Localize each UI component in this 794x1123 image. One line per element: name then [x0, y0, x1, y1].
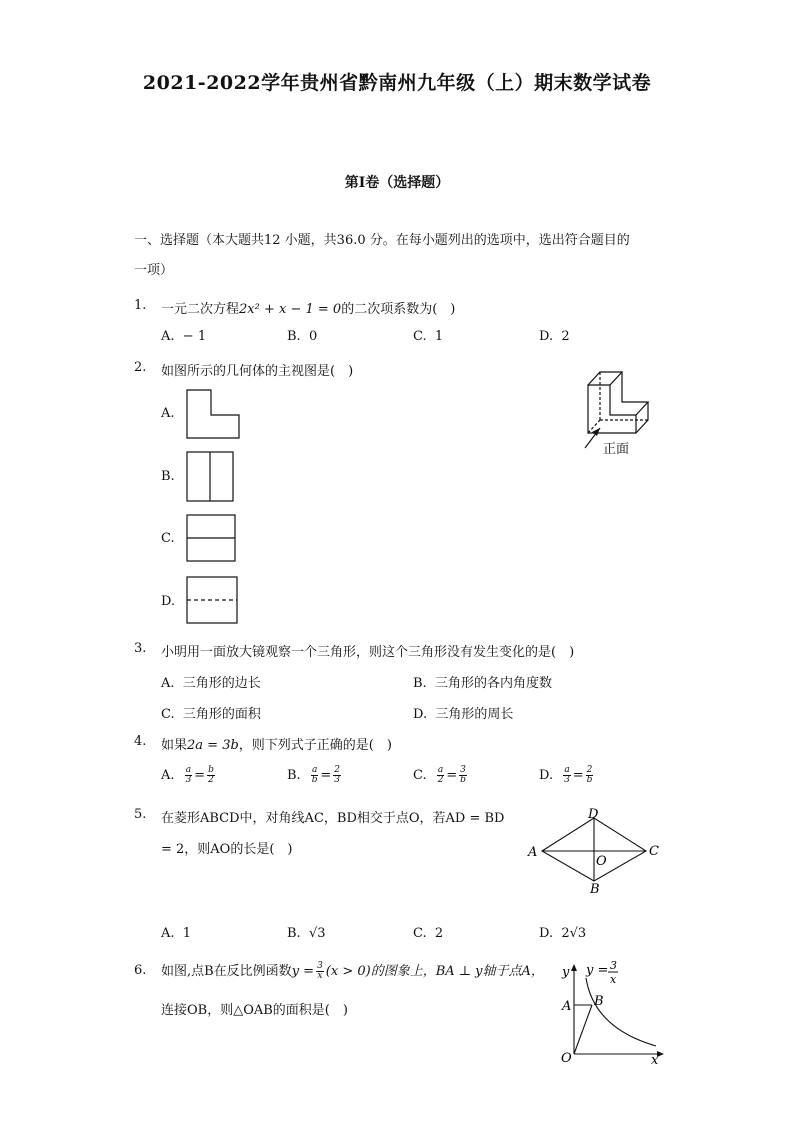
question-number: 6.: [134, 963, 147, 978]
question-text-line1: 如图,点B在反比例函数y = $\frac{3}{x}$ (x > 0)的图象上，BA ⊥ y轴于点A，: [161, 961, 544, 981]
figure-label: 正面: [603, 442, 630, 457]
option-b[interactable]: B. 0: [287, 329, 318, 344]
point-o-label: O: [596, 854, 607, 869]
option-c[interactable]: C. 三角形的面积: [161, 707, 261, 722]
question-number: 3.: [134, 641, 147, 656]
point-c-label: C: [649, 844, 659, 859]
section-heading-line2: 一项）: [134, 263, 174, 278]
option-d[interactable]: D. $\frac{a}{3}$ = $\frac{2}{b}$: [539, 765, 593, 785]
option-c[interactable]: C. 2: [413, 926, 444, 941]
page-title: 2021-2022学年贵州省黔南州九年级（上）期末数学试卷: [142, 72, 652, 94]
x-axis-label: x: [651, 1053, 659, 1066]
question-text: 如图所示的几何体的主视图是( ): [161, 364, 354, 379]
question-text-line2: 连接OB，则△OAB的面积是( ): [161, 1003, 348, 1018]
hyperbola-curve: [586, 978, 656, 1046]
option-a[interactable]: A. − 1: [161, 329, 207, 344]
option-c[interactable]: C.: [161, 531, 175, 546]
function-label: y =: [586, 963, 609, 978]
question-number: 1.: [134, 298, 147, 313]
section-heading: [134, 226, 664, 286]
option-c-figure[interactable]: [186, 514, 238, 564]
question-text-line1: 在菱形ABCD中，对角线AC，BD相交于点O，若AD = BD: [161, 811, 505, 826]
section-subtitle: 第I卷（选择题）: [344, 175, 450, 191]
option-a[interactable]: A. 三角形的边长: [161, 676, 261, 691]
point-b-label: B: [590, 882, 600, 896]
point-b-label: B: [594, 994, 604, 1009]
question-number: 5.: [134, 807, 147, 822]
y-arrow-icon: [571, 964, 577, 971]
question-text: 小明用一面放大镜观察一个三角形，则这个三角形没有发生变化的是( ): [161, 645, 575, 660]
option-d-figure[interactable]: [186, 576, 240, 626]
y-axis-label: y: [562, 965, 570, 980]
point-d-label: D: [588, 807, 599, 822]
origin-label: O: [561, 1051, 572, 1066]
option-c[interactable]: C. $\frac{a}{2}$ = $\frac{3}{b}$: [413, 765, 466, 785]
question-text: 如果2a = 3b，则下列式子正确的是( ): [161, 738, 392, 753]
rhombus-figure: [524, 806, 664, 896]
option-d[interactable]: D. 2: [539, 329, 570, 344]
option-a-figure[interactable]: [186, 389, 242, 441]
math-expression: 2x² + x − 1 = 0: [239, 302, 342, 317]
question-text-line2: = 2，则AO的长是( ): [161, 842, 293, 857]
arrow-icon: [592, 428, 600, 436]
option-d[interactable]: D.: [161, 594, 176, 609]
function-numerator: 3: [610, 959, 617, 972]
option-a[interactable]: A. 1: [161, 926, 192, 941]
inverse-function-figure: [556, 958, 666, 1066]
point-a-label: A: [528, 845, 538, 860]
section-heading-line1: 一、选择题（本大题共12 小题，共36.0 分。在每小题列出的选项中，选出符合题目的: [134, 233, 630, 248]
question-number: 2.: [134, 360, 147, 375]
option-a[interactable]: A. $\frac{a}{3}$ = $\frac{b}{2}$: [161, 765, 214, 785]
option-b[interactable]: B.: [161, 469, 175, 484]
point-a-label: A: [562, 999, 572, 1014]
function-denominator: x: [610, 973, 617, 986]
option-a[interactable]: A.: [161, 406, 175, 421]
option-d[interactable]: D. 三角形的周长: [413, 707, 514, 722]
math-expression: 2a = 3b: [187, 738, 239, 753]
option-b-figure[interactable]: [186, 451, 236, 503]
option-b[interactable]: B. $\frac{a}{b}$ = $\frac{2}{3}$: [287, 765, 340, 785]
option-d[interactable]: D. 2√3: [539, 926, 587, 941]
option-b[interactable]: B. √3: [287, 926, 326, 941]
option-c[interactable]: C. 1: [413, 329, 444, 344]
option-b[interactable]: B. 三角形的各内角度数: [413, 676, 552, 691]
question-number: 4.: [134, 734, 147, 749]
question-text: 一元二次方程2x² + x − 1 = 0的二次项系数为( ): [161, 302, 456, 317]
